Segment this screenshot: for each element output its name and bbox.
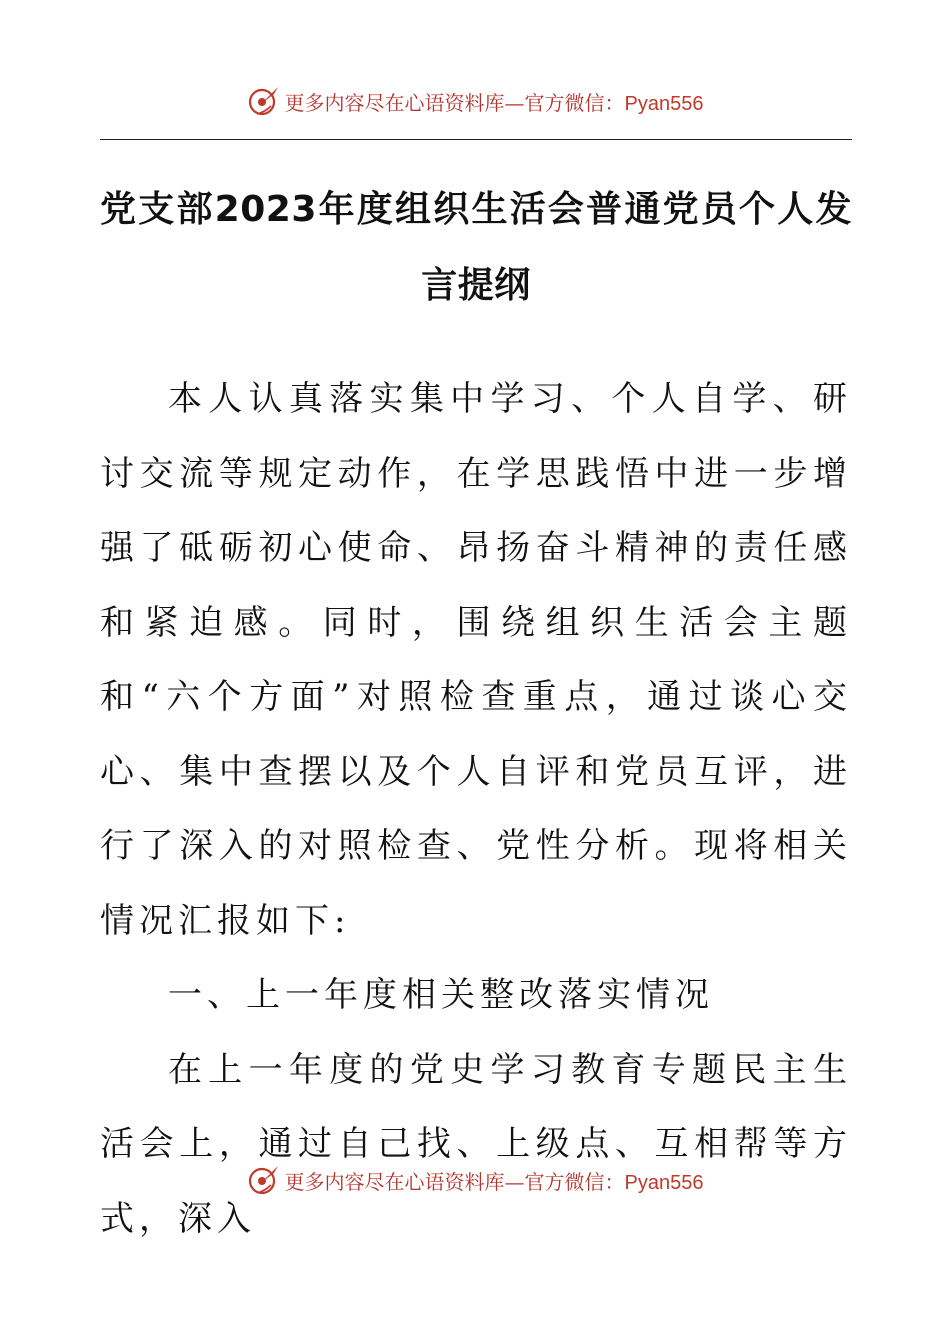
- page-footer-banner: [0, 1163, 950, 1197]
- banner-dash: —: [504, 1169, 525, 1194]
- banner-official-text: 官方微信：: [524, 1169, 625, 1194]
- quill-pen-logo-icon: [247, 1163, 281, 1197]
- section-heading: 一、上一年度相关整改落实情况: [168, 975, 714, 1015]
- banner-main-text: 更多内容尽在心语资料库: [284, 1169, 505, 1194]
- document-body: [100, 362, 852, 1256]
- banner-wechat-id: Pyan556: [624, 1171, 704, 1194]
- page-header-banner: [0, 84, 950, 118]
- header-divider: [100, 139, 852, 140]
- quill-pen-logo-icon: [247, 84, 281, 118]
- banner-text: [285, 87, 704, 116]
- banner-wechat-id: Pyan556: [624, 92, 704, 115]
- banner-official-text: 官方微信：: [524, 90, 625, 115]
- banner-main-text: 更多内容尽在心语资料库: [284, 90, 505, 115]
- banner-text: [285, 1166, 704, 1195]
- banner-dash: —: [504, 90, 525, 115]
- document-title: 党支部2023年度组织生活会普通党员个人发言提纲: [100, 189, 852, 306]
- intro-paragraph: 本人认真落实集中学习、个人自学、研讨交流等规定动作，在学思践悟中进一步增强了砥砺初心使命、昂扬奋斗精神的责任感和紧迫感。同时，围绕组织生活会主题和“六个方面”对照检查重点，通过谈心交心、集中查摆以及个人自评和党员互评，进行了深入的对照检查、党性分析。现将相关情况汇报如下:: [100, 379, 852, 941]
- section-paragraph: 在上一年度的党史学习教育专题民主生活会上，通过自己找、上级点、互相帮等方式，深入: [100, 1049, 852, 1239]
